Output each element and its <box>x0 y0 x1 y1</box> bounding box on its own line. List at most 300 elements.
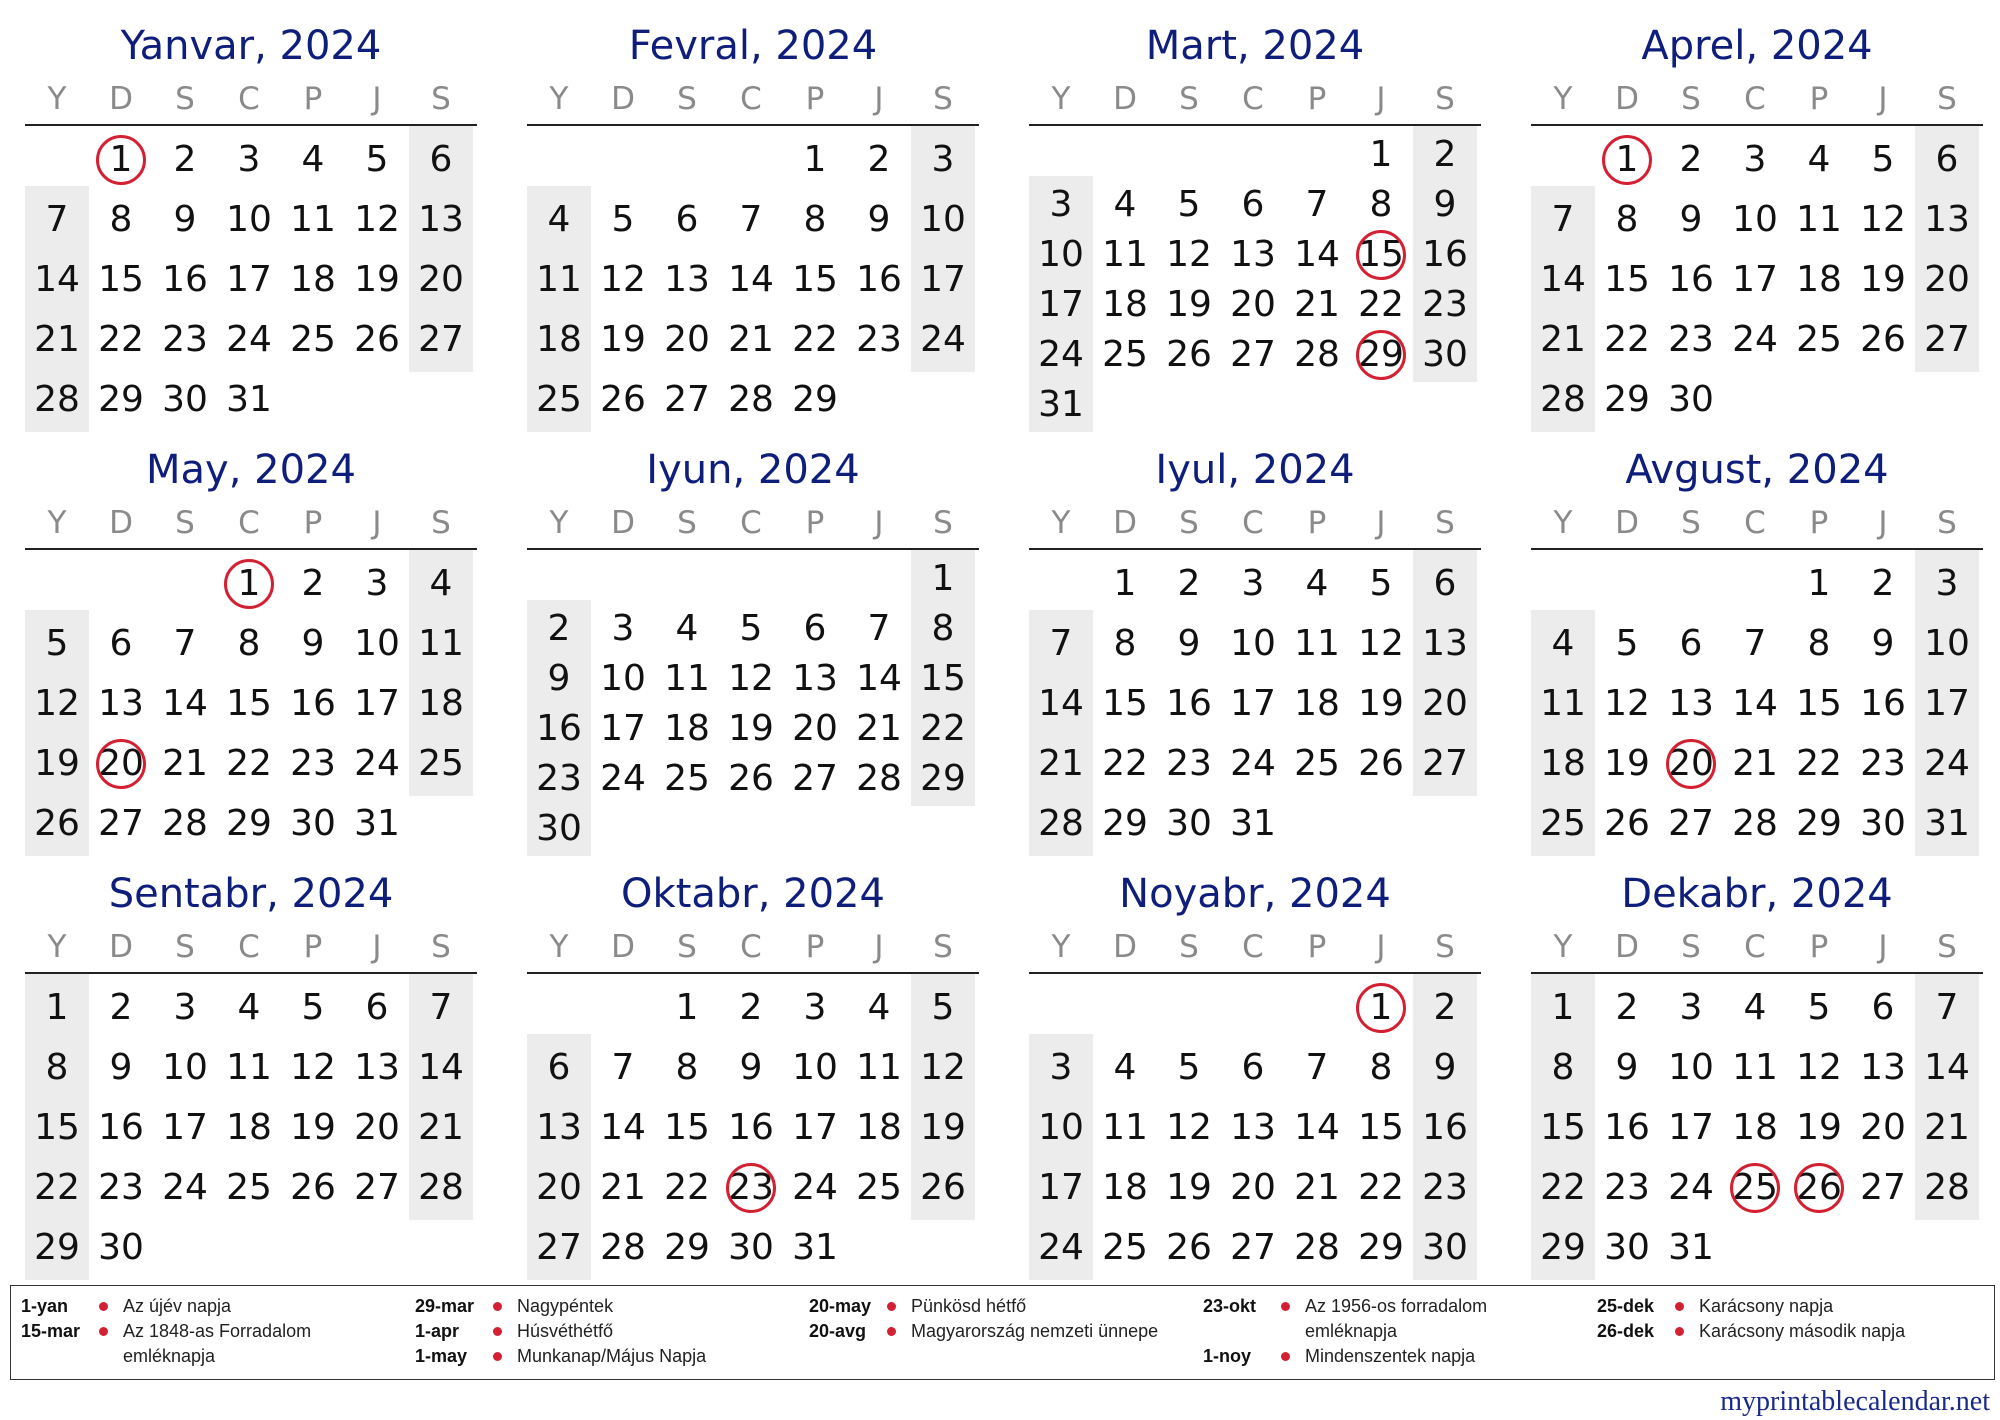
day-cell: 28 <box>418 1167 464 1208</box>
day-cell: 1 <box>1113 563 1137 604</box>
day-cell: 7 <box>1305 1047 1329 1088</box>
day-cell: 29 <box>792 379 838 420</box>
day-cell: 10 <box>1038 234 1084 275</box>
day-cell: 11 <box>1732 1047 1778 1088</box>
day-cell: 8 <box>1113 623 1137 664</box>
day-cell: 19 <box>728 708 774 749</box>
day-cell: 26 <box>1166 334 1212 375</box>
month-title: Noyabr, 2024 <box>1119 871 1391 917</box>
weekday-label: J <box>372 81 382 117</box>
day-cell: 9 <box>109 1047 133 1088</box>
month-calendar <box>527 18 979 438</box>
day-cell: 13 <box>1230 234 1276 275</box>
day-cell: 6 <box>1871 987 1895 1028</box>
day-cell: 21 <box>600 1167 646 1208</box>
holiday-circle <box>1794 1163 1844 1213</box>
weekday-label: Y <box>47 505 67 541</box>
day-cell: 24 <box>162 1167 208 1208</box>
day-cell: 11 <box>290 199 336 240</box>
weekday-label: Y <box>1553 81 1573 117</box>
legend-item <box>415 1294 795 1319</box>
day-cell: 16 <box>98 1107 144 1148</box>
day-cell: 1 <box>45 987 69 1028</box>
day-cell: 14 <box>856 658 902 699</box>
day-cell: 8 <box>45 1047 69 1088</box>
day-cell: 21 <box>162 743 208 784</box>
weekday-label: Y <box>549 505 569 541</box>
weekday-label: D <box>1615 505 1639 541</box>
day-cell: 26 <box>1358 743 1404 784</box>
weekday-label: J <box>1878 81 1888 117</box>
day-cell: 7 <box>1551 199 1575 240</box>
day-cell: 29 <box>920 758 966 799</box>
day-cell: 27 <box>1924 319 1970 360</box>
bullet-dot-icon <box>493 1352 502 1361</box>
day-cell: 31 <box>1230 803 1276 844</box>
day-cell: 26 <box>728 758 774 799</box>
legend-column <box>809 1294 1189 1369</box>
day-cell: 4 <box>1551 623 1575 664</box>
legend-name: Karácsony napja <box>1699 1296 1834 1316</box>
day-cell: 31 <box>1668 1227 1714 1268</box>
day-cell: 27 <box>354 1167 400 1208</box>
day-cell: 8 <box>931 608 955 649</box>
day-cell: 10 <box>1230 623 1276 664</box>
day-cell: 4 <box>547 199 571 240</box>
day-cell: 15 <box>920 658 966 699</box>
legend-item <box>1597 1294 1977 1319</box>
day-cell: 20 <box>1422 683 1468 724</box>
weekday-header <box>1531 76 1983 122</box>
day-grid <box>25 554 477 854</box>
day-cell: 7 <box>1935 987 1959 1028</box>
month-title: Fevral, 2024 <box>628 23 878 69</box>
month-calendar <box>25 18 477 438</box>
weekday-label: S <box>175 505 195 541</box>
day-cell: 2 <box>1177 563 1201 604</box>
day-cell: 24 <box>1732 319 1778 360</box>
weekday-header <box>527 500 979 546</box>
day-cell: 14 <box>600 1107 646 1148</box>
day-cell: 28 <box>856 758 902 799</box>
legend-name: Az 1848-as Forradalom emléknapja <box>123 1321 312 1366</box>
bullet-dot-icon <box>1281 1352 1290 1361</box>
day-cell: 8 <box>1369 1047 1393 1088</box>
day-cell: 18 <box>1294 683 1340 724</box>
weekday-label: S <box>1681 81 1701 117</box>
day-cell: 27 <box>664 379 710 420</box>
day-cell: 18 <box>1102 284 1148 325</box>
weekday-label: P <box>1809 505 1829 541</box>
weekday-label: D <box>109 929 133 965</box>
weekday-label: D <box>1615 81 1639 117</box>
day-cell: 9 <box>547 658 571 699</box>
holiday-circle <box>1730 1163 1780 1213</box>
day-cell: 19 <box>1796 1107 1842 1148</box>
day-cell: 30 <box>1668 379 1714 420</box>
weekday-label: Y <box>47 929 67 965</box>
day-cell: 30 <box>1604 1227 1650 1268</box>
day-cell: 6 <box>429 139 453 180</box>
weekday-label: P <box>1307 505 1327 541</box>
weekday-label: D <box>611 81 635 117</box>
day-cell: 29 <box>226 803 272 844</box>
day-cell: 2 <box>1679 139 1703 180</box>
day-cell: 3 <box>931 139 955 180</box>
day-cell: 11 <box>226 1047 272 1088</box>
day-cell: 8 <box>109 199 133 240</box>
weekday-header <box>527 924 979 970</box>
day-cell: 29 <box>1796 803 1842 844</box>
day-cell: 25 <box>418 743 464 784</box>
day-cell: 7 <box>611 1047 635 1088</box>
day-cell: 25 <box>1732 1167 1778 1208</box>
day-cell: 24 <box>600 758 646 799</box>
day-cell: 22 <box>1540 1167 1586 1208</box>
holiday-circle <box>96 739 146 789</box>
day-cell: 15 <box>1604 259 1650 300</box>
day-cell: 6 <box>547 1047 571 1088</box>
day-cell: 14 <box>728 259 774 300</box>
legend-column <box>1203 1294 1583 1369</box>
day-cell: 26 <box>1166 1227 1212 1268</box>
day-cell: 22 <box>226 743 272 784</box>
legend-name: Pünkösd hétfő <box>911 1296 1027 1316</box>
day-cell: 1 <box>803 139 827 180</box>
day-cell: 16 <box>856 259 902 300</box>
day-cell: 9 <box>1433 184 1457 225</box>
weekday-label: P <box>303 929 323 965</box>
day-cell: 16 <box>290 683 336 724</box>
day-cell: 2 <box>1433 987 1457 1028</box>
day-cell: 27 <box>1860 1167 1906 1208</box>
day-grid <box>1029 554 1481 854</box>
weekday-label: J <box>1376 929 1386 965</box>
day-cell: 15 <box>226 683 272 724</box>
day-cell: 20 <box>1924 259 1970 300</box>
day-cell: 3 <box>1743 139 1767 180</box>
day-cell: 17 <box>600 708 646 749</box>
day-cell: 23 <box>536 758 582 799</box>
day-cell: 5 <box>1807 987 1831 1028</box>
day-grid <box>1531 130 1983 430</box>
weekday-label: D <box>109 505 133 541</box>
legend-item <box>21 1294 401 1319</box>
day-cell: 24 <box>1668 1167 1714 1208</box>
day-cell: 26 <box>1796 1167 1842 1208</box>
weekday-label: D <box>109 81 133 117</box>
day-cell: 3 <box>611 608 635 649</box>
day-cell: 23 <box>1860 743 1906 784</box>
weekday-label: C <box>1242 81 1264 117</box>
day-cell: 25 <box>226 1167 272 1208</box>
day-cell: 28 <box>1294 1227 1340 1268</box>
month-title: Iyun, 2024 <box>646 447 860 493</box>
weekday-label: J <box>1878 505 1888 541</box>
day-cell: 5 <box>1615 623 1639 664</box>
day-cell: 16 <box>1166 683 1212 724</box>
day-cell: 28 <box>1294 334 1340 375</box>
day-cell: 13 <box>98 683 144 724</box>
day-cell: 13 <box>1422 623 1468 664</box>
day-cell: 14 <box>418 1047 464 1088</box>
day-cell: 1 <box>1551 987 1575 1028</box>
legend-item <box>1597 1319 1977 1344</box>
day-cell: 18 <box>664 708 710 749</box>
day-cell: 15 <box>98 259 144 300</box>
day-cell: 15 <box>1358 1107 1404 1148</box>
month-title: Sentabr, 2024 <box>108 871 394 917</box>
weekday-label: D <box>1615 929 1639 965</box>
legend-name: Magyarország nemzeti ünnepe <box>911 1321 1159 1341</box>
month-calendar <box>1029 18 1481 438</box>
weekday-label: S <box>431 505 451 541</box>
day-cell: 24 <box>1038 334 1084 375</box>
day-cell: 18 <box>1102 1167 1148 1208</box>
legend-name: Munkanap/Május Napja <box>517 1346 707 1366</box>
day-grid <box>527 978 979 1278</box>
day-cell: 8 <box>237 623 261 664</box>
day-cell: 16 <box>1422 1107 1468 1148</box>
day-cell: 24 <box>792 1167 838 1208</box>
legend-date: 20-may <box>809 1296 872 1316</box>
day-cell: 11 <box>418 623 464 664</box>
day-cell: 13 <box>664 259 710 300</box>
day-cell: 3 <box>1935 563 1959 604</box>
weekday-label: C <box>1744 81 1766 117</box>
day-cell: 25 <box>1796 319 1842 360</box>
day-cell: 10 <box>920 199 966 240</box>
weekday-header <box>527 76 979 122</box>
weekday-label: Y <box>47 81 67 117</box>
day-cell: 27 <box>1422 743 1468 784</box>
weekday-header <box>1531 924 1983 970</box>
weekday-label: J <box>874 505 884 541</box>
weekday-label: Y <box>549 81 569 117</box>
day-cell: 17 <box>1924 683 1970 724</box>
day-cell: 24 <box>920 319 966 360</box>
day-cell: 11 <box>1540 683 1586 724</box>
day-cell: 23 <box>856 319 902 360</box>
weekday-label: P <box>805 505 825 541</box>
day-cell: 22 <box>792 319 838 360</box>
day-cell: 29 <box>34 1227 80 1268</box>
day-cell: 14 <box>1038 683 1084 724</box>
day-cell: 10 <box>162 1047 208 1088</box>
weekday-label: C <box>740 505 762 541</box>
day-cell: 4 <box>1305 563 1329 604</box>
day-cell: 23 <box>1668 319 1714 360</box>
legend-name: Karácsony második napja <box>1699 1321 1906 1341</box>
weekday-label: S <box>175 929 195 965</box>
day-cell: 25 <box>1294 743 1340 784</box>
month-calendar <box>527 442 979 862</box>
day-cell: 18 <box>536 319 582 360</box>
legend-name: Húsvéthétfő <box>517 1321 614 1341</box>
day-cell: 13 <box>536 1107 582 1148</box>
day-cell: 12 <box>34 683 80 724</box>
day-cell: 18 <box>418 683 464 724</box>
day-cell: 21 <box>728 319 774 360</box>
day-cell: 24 <box>1038 1227 1084 1268</box>
day-cell: 25 <box>856 1167 902 1208</box>
weekday-label: Y <box>1051 929 1071 965</box>
day-cell: 5 <box>1369 563 1393 604</box>
day-cell: 10 <box>354 623 400 664</box>
day-cell: 28 <box>1540 379 1586 420</box>
weekday-label: Y <box>1553 929 1573 965</box>
holiday-circle <box>1356 230 1406 280</box>
weekday-header <box>25 500 477 546</box>
legend-name: Nagypéntek <box>517 1296 614 1316</box>
day-cell: 3 <box>1241 563 1265 604</box>
day-cell: 13 <box>1924 199 1970 240</box>
day-cell: 23 <box>98 1167 144 1208</box>
day-cell: 31 <box>354 803 400 844</box>
weekday-label: S <box>1435 81 1455 117</box>
day-cell: 8 <box>675 1047 699 1088</box>
day-cell: 18 <box>290 259 336 300</box>
day-cell: 12 <box>1860 199 1906 240</box>
day-cell: 17 <box>226 259 272 300</box>
legend-item <box>1203 1344 1583 1369</box>
day-cell: 19 <box>34 743 80 784</box>
day-cell: 30 <box>162 379 208 420</box>
day-cell: 17 <box>920 259 966 300</box>
weekday-header <box>1029 924 1481 970</box>
day-cell: 30 <box>1422 334 1468 375</box>
weekday-label: S <box>677 505 697 541</box>
day-cell: 7 <box>1049 623 1073 664</box>
weekday-label: S <box>933 505 953 541</box>
weekday-label: C <box>1744 929 1766 965</box>
bullet-dot-icon <box>887 1302 896 1311</box>
day-cell: 23 <box>1422 1167 1468 1208</box>
weekday-label: S <box>1435 929 1455 965</box>
day-cell: 10 <box>1924 623 1970 664</box>
day-cell: 30 <box>536 808 582 849</box>
weekday-header <box>1531 500 1983 546</box>
weekday-label: P <box>303 505 323 541</box>
legend-item <box>21 1319 401 1369</box>
day-cell: 3 <box>803 987 827 1028</box>
day-cell: 17 <box>792 1107 838 1148</box>
day-cell: 26 <box>920 1167 966 1208</box>
day-cell: 1 <box>1807 563 1831 604</box>
day-cell: 15 <box>1102 683 1148 724</box>
day-cell: 20 <box>1668 743 1714 784</box>
day-cell: 4 <box>1113 184 1137 225</box>
weekday-label: P <box>303 81 323 117</box>
day-cell: 12 <box>1604 683 1650 724</box>
day-cell: 12 <box>1796 1047 1842 1088</box>
day-cell: 27 <box>98 803 144 844</box>
day-cell: 26 <box>354 319 400 360</box>
day-cell: 25 <box>536 379 582 420</box>
day-cell: 27 <box>1668 803 1714 844</box>
day-cell: 4 <box>1113 1047 1137 1088</box>
weekday-label: C <box>740 929 762 965</box>
day-cell: 23 <box>1422 284 1468 325</box>
day-cell: 31 <box>1924 803 1970 844</box>
day-cell: 23 <box>728 1167 774 1208</box>
day-cell: 3 <box>365 563 389 604</box>
day-cell: 29 <box>664 1227 710 1268</box>
day-cell: 17 <box>1038 1167 1084 1208</box>
bullet-dot-icon <box>1675 1327 1684 1336</box>
day-cell: 14 <box>162 683 208 724</box>
holiday-circle <box>96 135 146 185</box>
weekday-label: S <box>1681 929 1701 965</box>
day-cell: 30 <box>98 1227 144 1268</box>
site-url[interactable]: myprintablecalendar.net <box>1720 1386 1990 1417</box>
day-cell: 20 <box>418 259 464 300</box>
month-title: Dekabr, 2024 <box>1621 871 1893 917</box>
weekday-label: Y <box>549 929 569 965</box>
day-grid <box>527 130 979 430</box>
day-cell: 26 <box>34 803 80 844</box>
day-cell: 23 <box>162 319 208 360</box>
day-cell: 24 <box>1230 743 1276 784</box>
day-cell: 26 <box>1860 319 1906 360</box>
day-cell: 24 <box>226 319 272 360</box>
day-cell: 15 <box>1358 234 1404 275</box>
weekday-label: S <box>933 929 953 965</box>
day-cell: 16 <box>1604 1107 1650 1148</box>
legend-name: Mindenszentek napja <box>1305 1346 1476 1366</box>
month-calendar <box>1531 18 1983 438</box>
weekday-label: D <box>611 929 635 965</box>
weekday-label: J <box>372 505 382 541</box>
day-cell: 2 <box>739 987 763 1028</box>
month-title: Yanvar, 2024 <box>120 23 382 69</box>
day-cell: 30 <box>1166 803 1212 844</box>
day-cell: 17 <box>1038 284 1084 325</box>
day-cell: 15 <box>664 1107 710 1148</box>
day-cell: 26 <box>290 1167 336 1208</box>
day-grid <box>527 554 979 854</box>
day-cell: 19 <box>920 1107 966 1148</box>
weekday-label: J <box>874 81 884 117</box>
day-cell: 16 <box>162 259 208 300</box>
day-cell: 18 <box>856 1107 902 1148</box>
day-cell: 21 <box>34 319 80 360</box>
day-cell: 2 <box>1871 563 1895 604</box>
day-cell: 30 <box>290 803 336 844</box>
day-cell: 4 <box>429 563 453 604</box>
month-title: Iyul, 2024 <box>1155 447 1355 493</box>
day-cell: 24 <box>354 743 400 784</box>
day-cell: 15 <box>34 1107 80 1148</box>
day-cell: 22 <box>98 319 144 360</box>
day-cell: 6 <box>109 623 133 664</box>
day-cell: 9 <box>1177 623 1201 664</box>
day-cell: 29 <box>1540 1227 1586 1268</box>
day-cell: 12 <box>354 199 400 240</box>
day-cell: 19 <box>600 319 646 360</box>
day-cell: 28 <box>1732 803 1778 844</box>
day-cell: 29 <box>1358 1227 1404 1268</box>
weekday-label: P <box>805 929 825 965</box>
weekday-label: J <box>874 929 884 965</box>
day-cell: 20 <box>98 743 144 784</box>
legend-date: 25-dek <box>1597 1296 1655 1316</box>
day-cell: 7 <box>45 199 69 240</box>
day-grid <box>1531 554 1983 854</box>
day-cell: 30 <box>1860 803 1906 844</box>
day-cell: 24 <box>1924 743 1970 784</box>
legend-item <box>809 1319 1189 1369</box>
